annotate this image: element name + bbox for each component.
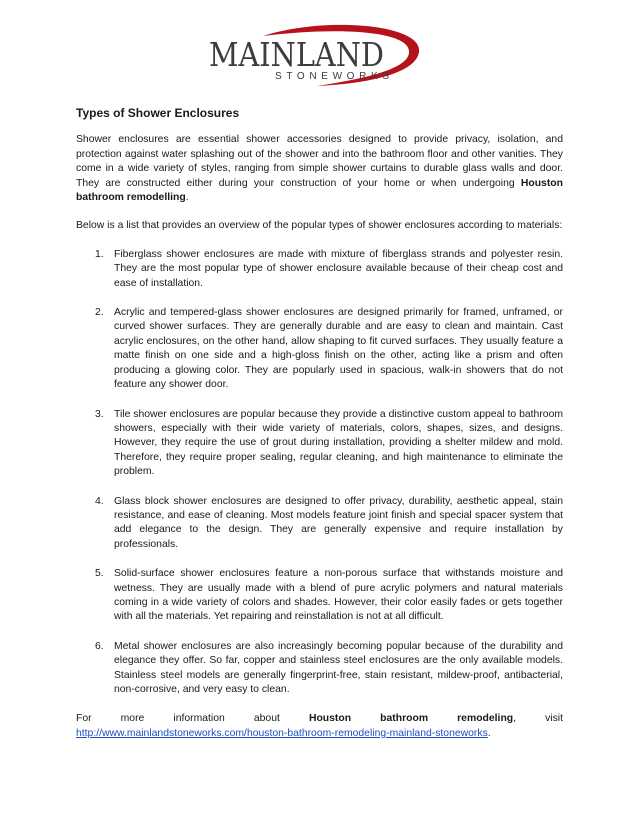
list-item-text: Solid-surface shower enclosures feature a non-porous surface that withstands moisture and wetness. They are usually made with a blend of pure acrylic polymers and natural materials coming in a wide variety of colors and shades. However, their color easily fades or gets together with all the materials. Yet repairing and reinstallation is not at all difficult. <box>114 568 563 623</box>
list-item-number: 4. <box>95 495 104 507</box>
list-item-text: Fiberglass shower enclosures are made with mixture of fiberglass strands and polyester resin. They are the most popular type of shower enclosure available because of their cheap cost and ease of installation. <box>114 248 563 289</box>
intro-end: . <box>185 192 189 204</box>
list-item-number: 3. <box>95 408 104 420</box>
intro-paragraph <box>76 133 563 205</box>
closing-bold-phrase: Houston bathroom remodeling <box>308 713 514 725</box>
list-item-number: 5. <box>95 568 104 580</box>
list-item-text: Tile shower enclosures are popular because they provide a distinctive custom appeal to bathroom showers, especially with their wide variety of materials, colors, shapes, sizes, and designs. However, they require the use of grout during installation, providing a shelter mildew and mold. Therefore, they require proper sealing, regular cleaning, and high maintenance to eliminate the problem. <box>114 408 563 478</box>
closing-paragraph <box>76 712 563 726</box>
list-item-text: Acrylic and tempered-glass shower enclosures are designed primarily for framed, unframed, or curved shower surfaces. They are generally durable and are easy to clean and maintain. Cast acrylic enclosures, on the other hand, allow shaping to fit curved surfaces. They usually feature a matte finish on one side and a high-gloss finish on the other, acting like a prism and often producing a glowing color. They are popularly used in spacious, walk-in showers that do not feature any shower door. <box>114 307 563 391</box>
list-item-number: 1. <box>95 248 104 260</box>
list-item <box>76 306 563 392</box>
document-title: Types of Shower Enclosures <box>76 106 240 120</box>
list-item-number: 2. <box>95 307 104 319</box>
list-item-text: Glass block shower enclosures are designed to offer privacy, durability, aesthetic appeal, stain resistance, and ease of cleaning. Most models feature joint finish and special spacer system that add elegance to the design. They are generally expensive and require installation by professionals. <box>114 495 563 550</box>
logo-name: MAINLAND <box>209 35 384 74</box>
website-link[interactable]: http://www.mainlandstoneworks.com/houston-bathroom-remodeling-mainland-stoneworks <box>76 727 488 739</box>
mainland-stoneworks-logo <box>205 22 430 94</box>
intro-bold-phrase: Houston bathroom remodelling <box>76 177 563 204</box>
closing-after: , visit <box>513 713 563 725</box>
list-item-number: 6. <box>95 640 104 652</box>
closing-url-line <box>76 727 563 741</box>
list-item <box>76 408 563 480</box>
closing-end: . <box>487 727 491 739</box>
intro-text: Shower enclosures are essential shower accessories designed to provide privacy, isolation, and protection against water splashing out of the shower and into the bathroom floor and other vanities. They come in a wide variety of styles, ranging from simple shower curtains to durable glass walls and door. They are constructed either during your construction of your home or when undergoing <box>76 134 563 189</box>
logo-tagline: STONEWORKS <box>275 71 389 82</box>
list-item <box>76 567 563 625</box>
list-item <box>76 640 563 698</box>
list-item <box>76 248 563 291</box>
list-item-text: Metal shower enclosures are also increasingly becoming popular because of the durability and elegance they offer. So far, copper and stainless steel enclosures are the only available models. Stainless steel models are generally fingerprint-free, stain resistant, mildew-proof, antibacterial, non-corrosive, and very easy to clean. <box>114 640 563 695</box>
closing-before: For more information about <box>76 713 309 725</box>
enclosure-types-list <box>76 248 563 698</box>
document-body <box>76 106 563 741</box>
list-intro-paragraph: Below is a list that provides an overview of the popular types of shower enclosures according to materials: <box>76 220 563 232</box>
list-item <box>76 495 563 553</box>
